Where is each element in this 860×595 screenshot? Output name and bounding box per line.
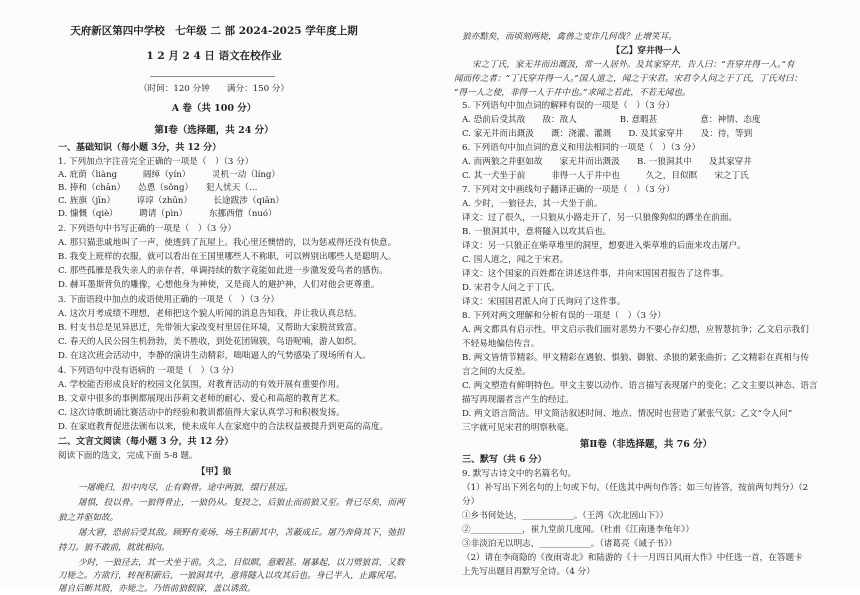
answer-option: B. 我变上班样的衣服，就可以看出在王国里哪些人不称职，可以辨别出哪些人是聪明人。 [58,252,397,262]
fill-in-line: ②____________，崔九堂前几度闻。（杜甫《江南逢李龟年》） [462,525,695,535]
answer-option: C. 其一犬坐于前 非得一人于井中也 久之，目似瞑 宋之丁氏 [462,171,749,181]
answer-option: A. 恐前后受其敌 敌：敌人 B. 意暇甚 意：神情、态度 [462,115,761,125]
part1-heading: 第Ⅰ卷（选择题，共 24 分） [154,125,274,136]
passage-line: 持刀。狼不敢前，眈眈相向。 [58,543,170,553]
passage-line: 一屠晚归，担中肉尽，止有剩骨。途中两狼，缀行甚远。 [78,483,293,493]
instruction: 分） [462,497,480,507]
translation-text: 译文：宋国国君派人向丁氏询问了这件事。 [462,297,626,307]
question-stem: 9. 默写古诗文中的名篇名句。 [462,469,577,479]
translation-text: 译文：另一只狼正在柴草堆里的洞里，想要进入柴草堆的后面来攻击屠户。 [462,241,746,251]
answer-option: A. 这次月考成绩不理想，老师把这个貌人听闻的消息告知我，并让我认真总结。 [58,309,362,319]
answer-option: 不轻易地偏信传言。 [462,339,540,349]
question-stem: 7. 下列对文中画线句子翻译正确的一项是（ ）（3 分） [462,185,675,195]
volume-a-heading: A 卷（共 100 分） [171,103,257,114]
answer-option: C. 两文塑造有鲜明特色。甲文主要以动作、语言描写表现屠户的变化；乙文主要以神态、语言 [462,381,818,391]
translation-text: 译文：这个国家的百姓都在讲述这件事，并向宋国国君报告了这件事。 [462,269,729,279]
answer-option: 描写再现溺者言产生的经过。 [462,395,574,405]
question-stem: 3. 下面语段中加点的成语使用正确的一项是（ ）（3 分） [58,295,280,305]
translation-sentence: B. 一狼洞其中，意将隧入以攻其后也。 [462,227,612,237]
instruction: （2）请在李商隐的《夜雨寄北》和陆游的《十一月四日风雨大作》中任选一首，在答题卡 [462,553,803,563]
passage-line: 狼亦黠矣，而顷刻两毙，禽兽之变诈几何哉？止增笑耳。 [462,32,677,42]
passage-line: 狼之并驱如故。 [58,513,119,523]
answer-option: D. 在家庭教育促进法颁布以来，使未成年人在家庭中的合法权益被提升到更高的高度。 [58,422,389,432]
answer-option: 言之间的大反差。 [462,367,531,377]
answer-option: A. 而两狼之并驱如故 家无井而出溉汲 B. 一狼洞其中 及其家穿井 [462,157,752,167]
answer-option: D. 在这次班会活动中，李静的演讲生动精彩，咄咄逼人的气势感染了现场所有人。 [58,351,371,361]
title-divider [150,76,275,77]
answer-option: A. 两文都具有启示性。甲文启示我们面对恶势力不要心存幻想，应智慧抗争；乙文启示我们 [462,325,809,335]
answer-option: B. 村支书总是见异思迁，先带领大家改变村里居住环境，又帮助大家脱贫致富。 [58,323,362,333]
translation-sentence: A. 少时，一狼径去，其一犬坐于前。 [462,199,603,209]
passage-title: 【乙】穿井得一人 [611,46,681,56]
answer-option: A. 学校能否形成良好的校园文化氛围，对教育活动的有效开展有重要作用。 [58,380,345,390]
answer-option: B. 文章中很多的事例都展现出莎莉文老师的耐心、爱心和高超的教育艺术。 [58,394,345,404]
passage-line: 宋之丁氏，家无井而出溉汲，常一人居外。及其家穿井，告人曰：“吾穿井得一人。”有 [472,60,795,70]
answer-option: C. 那些孤雁是我失亲人的亲存者，单调持续的数字竟能如此进一步激发爱鸟者的感伤。 [58,266,388,276]
passage-line: 屠自后断其股，亦毙之。乃悟前狼假寐，盖以诱敌。 [58,584,256,594]
fill-in-line: ③非淡泊无以明志，____________。（诸葛亮《诫子书》） [462,539,677,549]
answer-option: C. 旌旗（jīn） 谆谆（zhūn） 长途跋涉（qiān） [58,196,284,206]
passage-line: 屠惧，投以骨。一狼得骨止，一狼仍从。复投之，后狼止而前狼又至。骨已尽矣，而两 [78,498,405,508]
passage-line: “得一人之使，非得一人于井中也。”求闻之若此，不若无闻也。 [454,88,691,98]
time-score: （时间：120 分钟 满分：150 分） [139,84,289,94]
translation-sentence: C. 国人道之，闻之于宋君。 [462,255,569,265]
instruction: 上先写出题目再默写全诗。（4 分） [462,567,595,577]
question-stem: 4. 下列语句中没有语病的 一项是（ ）（3 分） [58,366,239,376]
answer-option: A. 庇荫（liàng 阔绰（yín） 灵机一动（líng） [58,170,280,180]
answer-option: C. 春天的人民公园生机勃勃，美不胜收，到处花团锦簇，鸟语呢喃，游人如织。 [58,337,362,347]
translation-sentence: D. 宋君令人问之于丁氏。 [462,283,560,293]
question-stem: 6. 下列语句中加点词的意义和用法相同的一项是（ ）（3 分） [462,143,701,153]
section-heading: 二、文言文阅读（每小题 3 分，共 12 分） [58,437,234,447]
question-stem: 8. 下列对两文理解和分析有误的一项是（ ）（3 分） [462,311,666,321]
question-stem: 5. 下列语句中加点词的解释有误的一项是（ ）（3 分） [462,101,675,111]
section-heading: 三、默写（共 6 分） [462,455,547,465]
question-stem: 1. 下列加点字注音完全正确的一项是（ ）（3 分） [58,157,254,167]
answer-option: D. 慷慨（qiè） 聘请（pìn） 东挪西借（nuó） [58,209,277,219]
answer-option: B. 捧和（chān） 怂恿（sǒng） 犯人忧天（… [58,183,258,193]
section-heading: 一、基础知识（每小题 3分，共 12 分） [58,143,222,153]
passage-title: 【甲】狼 [196,467,232,477]
fill-in-line: ①乡书何处达，____________。（王湾《次北固山下》） [462,511,669,521]
passage-line: 屠大窘，恐前后受其敌。顾野有麦场，场主积薪其中，苫蔽成丘。屠乃奔倚其下，弛担 [78,528,405,538]
school-title: 天府新区第四中学校 七年级 二 部 2024-2025 学年度上期 [70,25,358,37]
date-title: 1 2 月 2 4 日 语文在校作业 [146,50,282,62]
passage-line: 刀毙之。方欲行，转视积薪后，一狼洞其中，意将隧入以攻其后也。身已半入，止露尻尾。 [58,571,402,581]
answer-option: A. 那只猫悲戚地叫了一声，使透到了瓦屋上。我心里还懊惜的，以为惩戒得还没有快意。 [58,238,397,248]
question-stem: 2. 下列语句中书写正确的一项是（ ）（3 分） [58,224,237,234]
answer-option: D. 两文语言简洁。甲文简洁叙述时间、地点、情况时也营造了紧张气氛；乙文“令人问” [462,409,793,419]
answer-option: D. 赫耳墨斯背负的雕像，心想他身为神使，又是商人的避护神，人们对他会更尊重。 [58,280,380,290]
answer-option: C. 这次诗歌朗诵比赛活动中的经验和教训都值得大家认真学习和积极发扬。 [58,408,345,418]
answer-option: B. 两文皆情节精彩。甲文精彩在遇狼、惧狼、御狼、杀狼的紧张曲折；乙文精彩在真相与传 [462,353,809,363]
part2-heading: 第Ⅱ卷（非选择题，共 76 分） [579,439,713,450]
translation-text: 译文：过了很久，一只狼从小路走开了，另一只狼像狗似的蹲坐在前面。 [462,213,738,223]
answer-option: 三字就可见宋君的明察秋毫。 [462,423,574,433]
instruction: （1）补写出下列名句的上句或下句。（任选其中两句作答；如三句皆答，按前两句判分）（2 [462,483,809,493]
passage-line: 少时，一狼径去，其一犬坐于前。久之，目似瞑，意暇甚。屠暴起，以刀劈狼首，又数 [78,558,405,568]
instruction: 阅读下面的选文，完成下面 5-8 题。 [58,451,198,461]
answer-option: C. 家无井而出溉汲 溉：浇灌、灌溉 D. 及其家穿井 及：待，等到 [462,129,753,139]
passage-line: 闻而传之者：“丁氏穿井得一人。”国人道之，闻之于宋君。宋君令人问之于丁氏，丁氏对曰： [454,74,803,84]
